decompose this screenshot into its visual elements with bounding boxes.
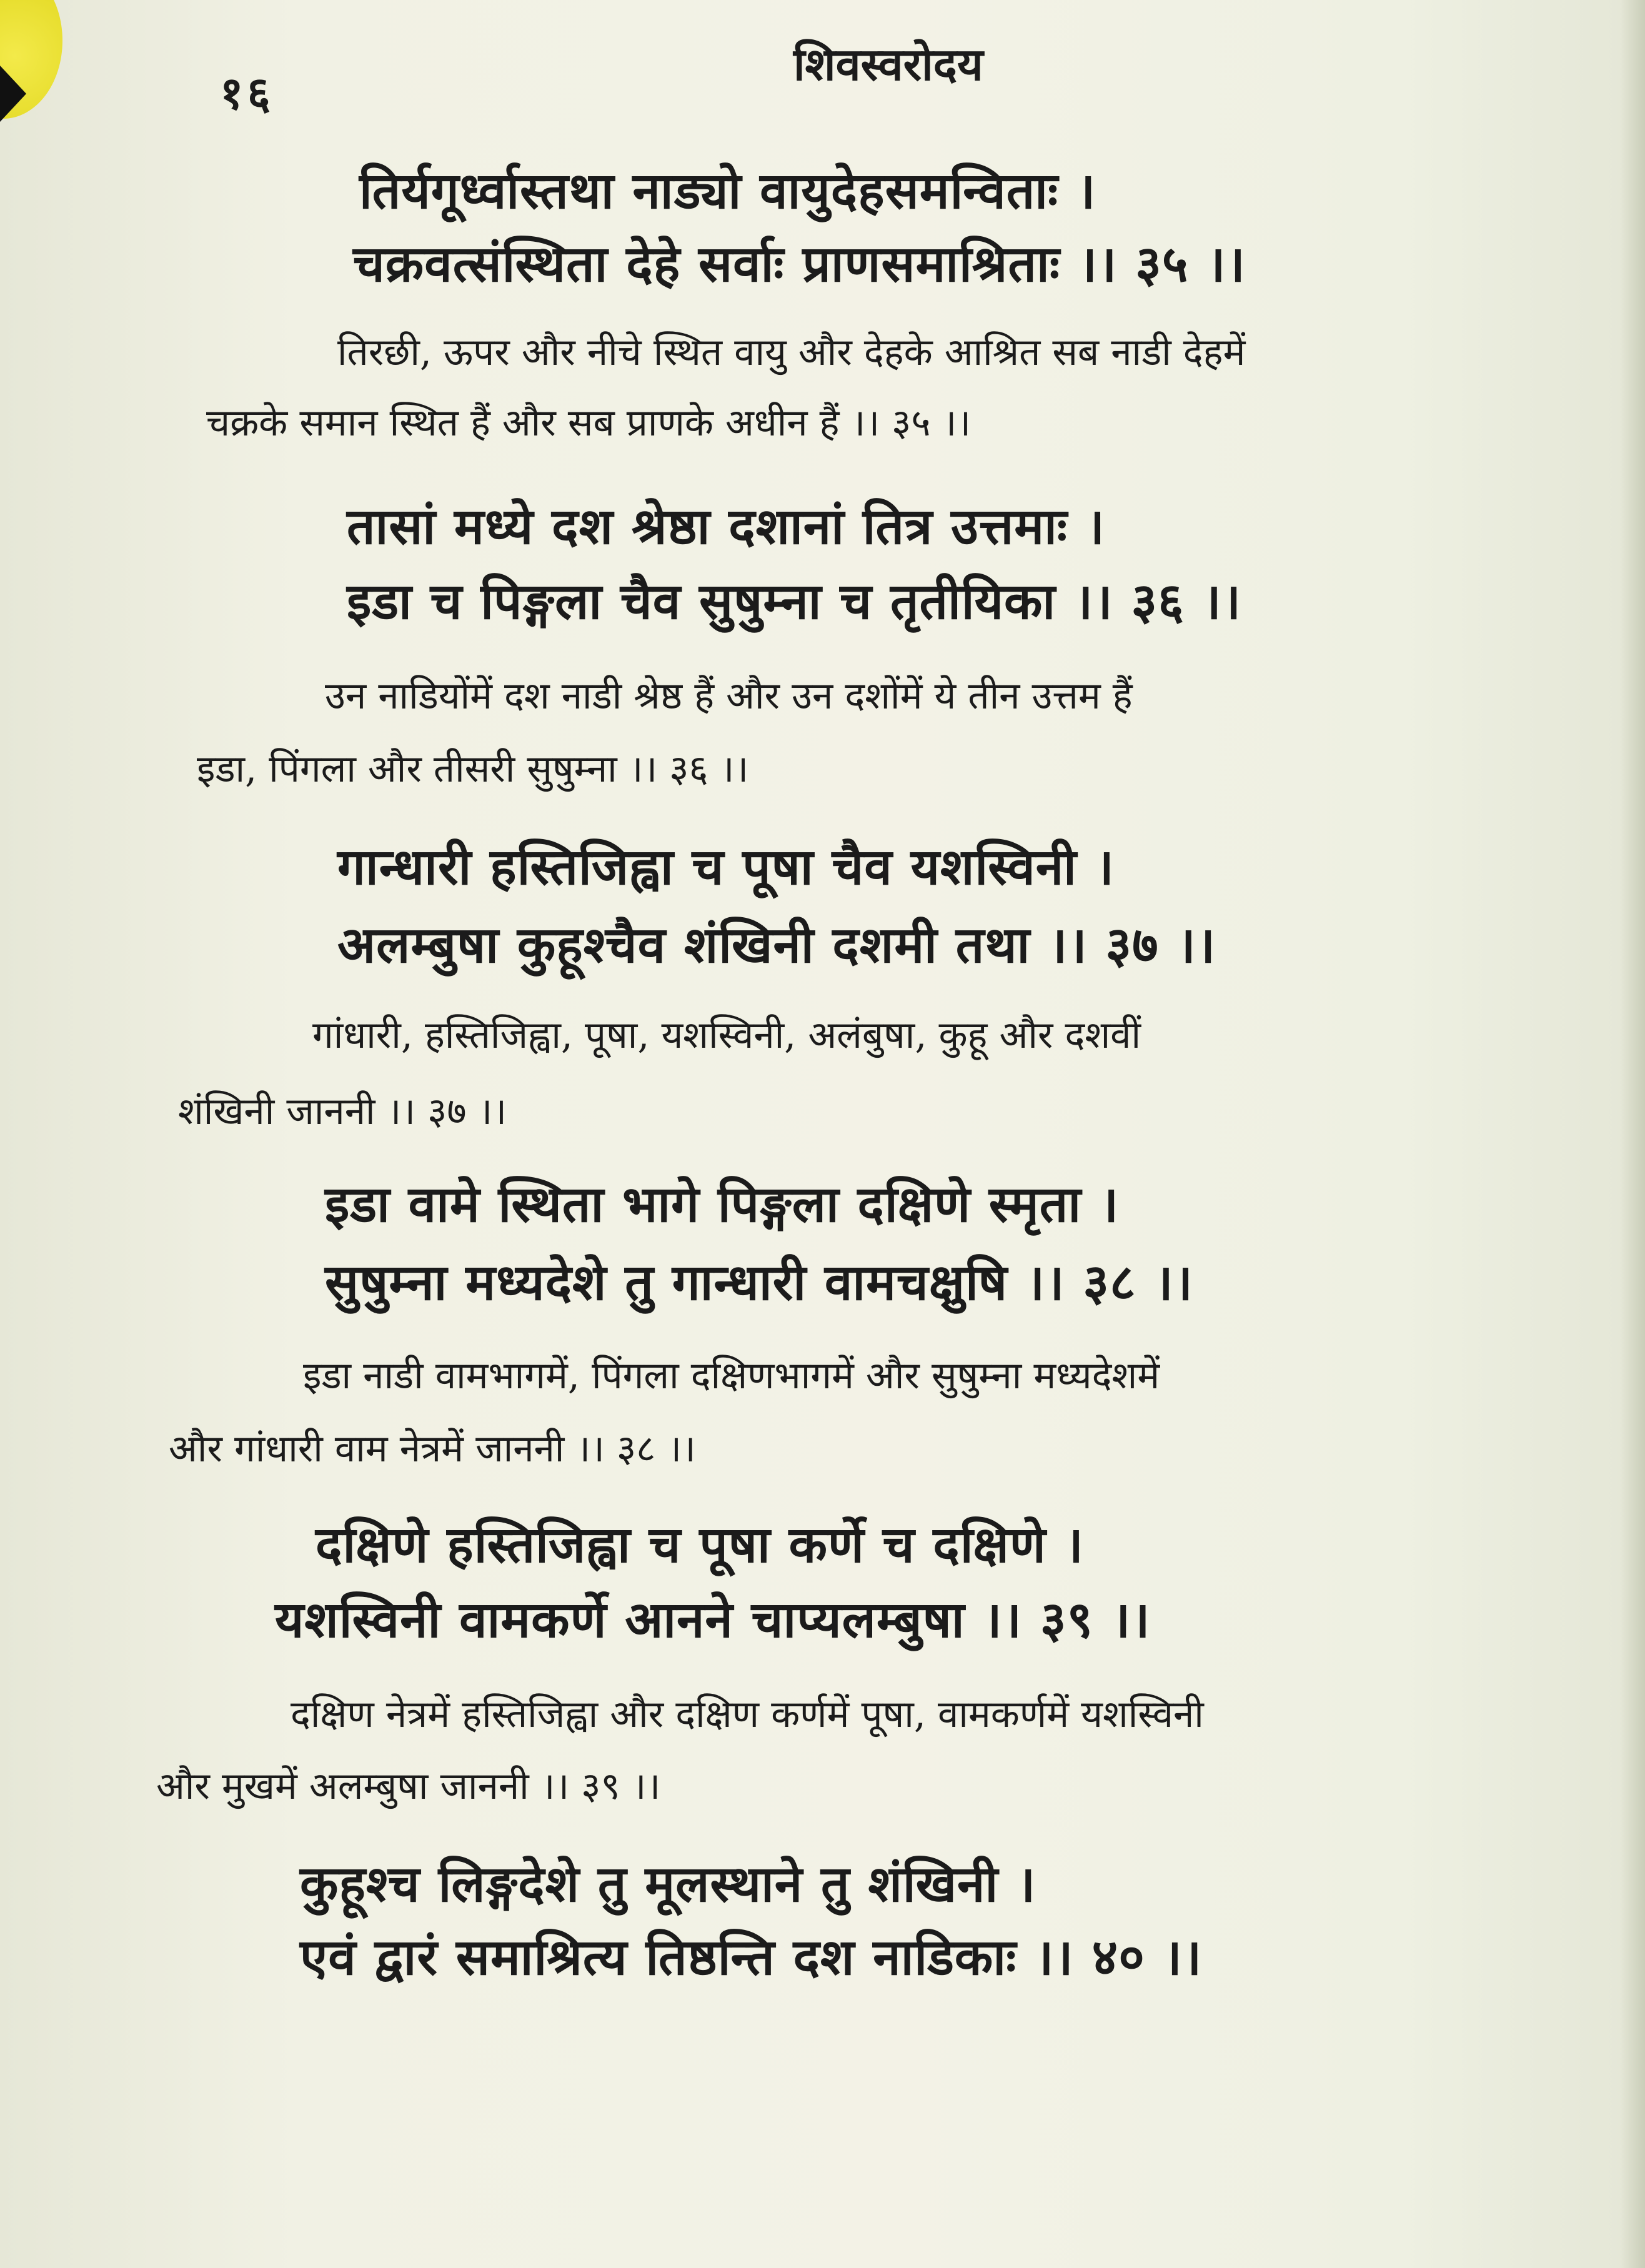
black-corner-mark xyxy=(0,66,26,122)
translation-35-line-1: तिरछी, ऊपर और नीचे स्थित वायु और देहके आश्रित सब नाडी देहमें xyxy=(337,331,1246,374)
verse-39-line-1: दक्षिणे हस्तिजिह्वा च पूषा कर्णे च दक्षिणे । xyxy=(316,1515,1084,1574)
verse-36-line-2: इडा च पिङ्गला चैव सुषुम्ना च तृतीयिका ।। ३६ ।। xyxy=(347,572,1242,630)
translation-36-line-1: उन नाडियोंमें दश नाडी श्रेष्ठ हैं और उन दशोंमें ये तीन उत्तम हैं xyxy=(325,674,1133,718)
page-number: १६ xyxy=(220,66,274,119)
verse-37-line-2: अलम्बुषा कुहूश्चैव शंखिनी दशमी तथा ।। ३७ ।। xyxy=(337,915,1216,974)
translation-37-line-2: शंखिनी जाननी ।। ३७ ।। xyxy=(178,1090,507,1133)
verse-35-line-1: तिर्यगूर्ध्वास्तथा नाड्यो वायुदेहसमन्विताः । xyxy=(359,161,1096,220)
translation-36-line-2: इडा, पिंगला और तीसरी सुषुम्ना ।। ३६ ।। xyxy=(197,747,749,791)
verse-39-line-2: यशस्विनी वामकर्णे आनने चाप्यलम्बुषा ।। ३९ ।। xyxy=(275,1590,1151,1649)
translation-37-line-1: गांधारी, हस्तिजिह्वा, पूषा, यशस्विनी, अलंबुषा, कुहू और दशवीं xyxy=(312,1013,1141,1057)
verse-40-line-2: एवं द्वारं समाश्रित्य तिष्ठन्ति दश नाडिकाः ।। ४० ।। xyxy=(300,1927,1203,1986)
translation-39-line-2: और मुखमें अलम्बुषा जाननी ।। ३९ ।। xyxy=(156,1764,661,1808)
page-edge-shadow xyxy=(1620,0,1645,2268)
verse-35-line-2: चक्रवत्संस्थिता देहे सर्वाः प्राणसमाश्रिताः ।। ३५ ।। xyxy=(353,234,1246,293)
translation-39-line-1: दक्षिण नेत्रमें हस्तिजिह्वा और दक्षिण कर्णमें पूषा, वामकर्णमें यशस्विनी xyxy=(291,1693,1204,1736)
translation-35-line-2: चक्रके समान स्थित हैं और सब प्राणके अधीन हैं ।। ३५ ।। xyxy=(206,401,972,445)
verse-37-line-1: गान्धारी हस्तिजिह्वा च पूषा चैव यशस्विनी । xyxy=(337,837,1115,896)
translation-38-line-1: इडा नाडी वामभागमें, पिंगला दक्षिणभागमें और सुषुम्ना मध्यदेशमें xyxy=(303,1354,1160,1398)
verse-36-line-1: तासां मध्ये दश श्रेष्ठा दशानां तित्र उत्तमाः । xyxy=(347,497,1106,555)
translation-38-line-2: और गांधारी वाम नेत्रमें जाननी ।। ३८ ।। xyxy=(169,1427,696,1471)
running-title: शिवस्वरोदय xyxy=(793,37,983,91)
verse-40-line-1: कुहूश्च लिङ्गदेशे तु मूलस्थाने तु शंखिनी । xyxy=(300,1854,1036,1913)
verse-38-line-1: इडा वामे स्थिता भागे पिङ्गला दक्षिणे स्मृता । xyxy=(325,1175,1120,1233)
verse-38-line-2: सुषुम्ना मध्यदेशे तु गान्धारी वामचक्षुषि ।। ३८ ।। xyxy=(325,1253,1194,1311)
